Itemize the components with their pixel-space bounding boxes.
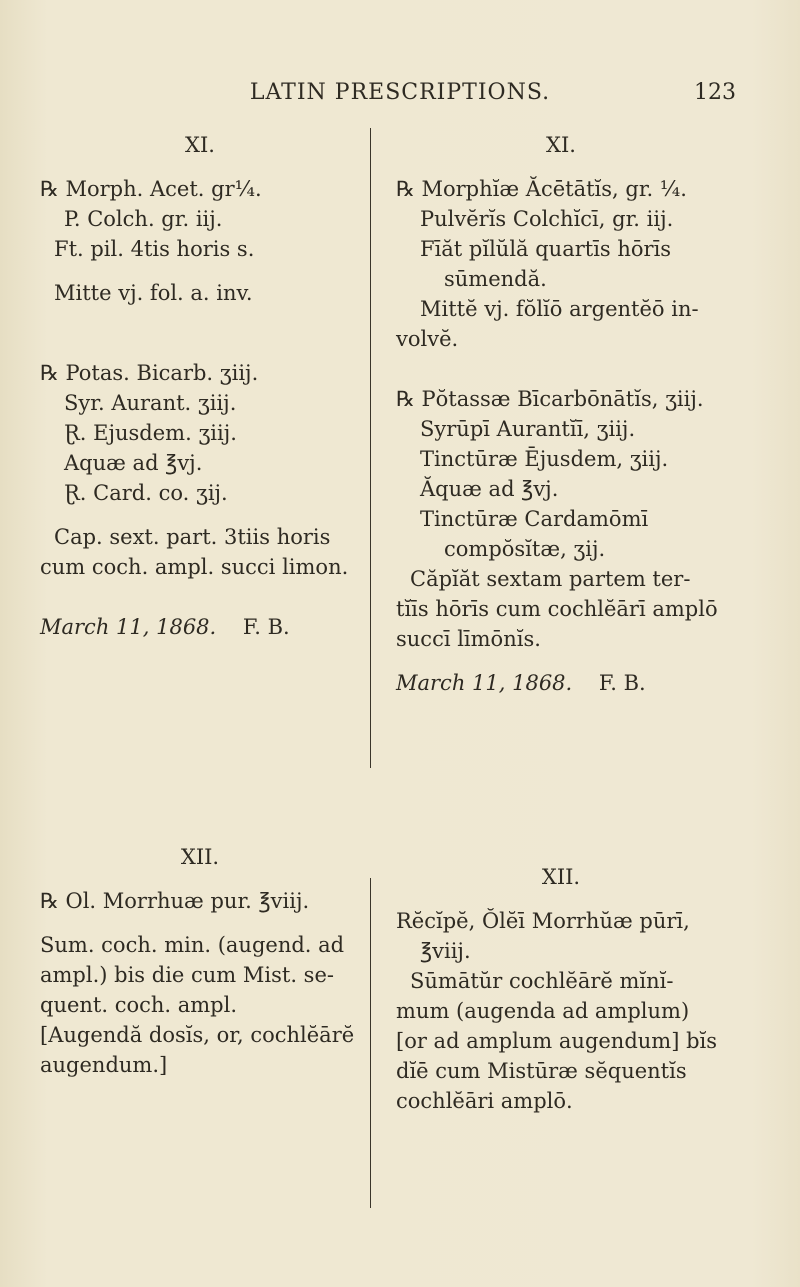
rx-line: Mittĕ vj. fŏlĭō argentĕō in- bbox=[420, 297, 699, 321]
rx-line: ℞ Potas. Bicarb. ʒiij. bbox=[40, 361, 259, 385]
rx-line: ℞ Morphĭæ Ăcētātĭs, gr. ¼. bbox=[396, 177, 687, 201]
rx-line: Ɽ. Card. co. ʒij. bbox=[64, 481, 228, 505]
signa-line: quent. coch. ampl. bbox=[40, 993, 238, 1017]
column-divider-bottom bbox=[370, 878, 371, 1208]
rx-line: Ăquæ ad ℥vj. bbox=[420, 477, 559, 501]
signature-line bbox=[396, 668, 726, 698]
prescription-number: XI. bbox=[185, 133, 215, 157]
signa-line: cochlĕāri amplō. bbox=[396, 1089, 573, 1113]
rx-line: Pulvĕrĭs Colchĭcī, gr. iij. bbox=[420, 207, 674, 231]
running-title: LATIN PRESCRIPTIONS. bbox=[249, 80, 551, 105]
signa-line: Cap. sext. part. 3tiis horis bbox=[54, 525, 331, 549]
signa-line: tĭīs hōrīs cum cochlĕārī amplō bbox=[396, 597, 718, 621]
signa-line: [or ad amplum augendum] bĭs bbox=[396, 1029, 718, 1053]
signa-line: augendum.] bbox=[40, 1053, 168, 1077]
signa-line: dĭē cum Mistūræ sĕquentĭs bbox=[396, 1059, 687, 1083]
date: March 11, 1868. bbox=[396, 671, 573, 695]
signa-line: Mitte vj. fol. a. inv. bbox=[54, 281, 253, 305]
left-column-lower bbox=[40, 842, 360, 1080]
signa-line: succī līmōnĭs. bbox=[396, 627, 541, 651]
signa-line: Sūmātŭr cochlĕārĕ mĭnĭ- bbox=[410, 969, 674, 993]
rx-line: ℞ Ol. Morrhuæ pur. ℥viij. bbox=[40, 889, 310, 913]
signa-line: mum (augenda ad amplum) bbox=[396, 999, 690, 1023]
running-header bbox=[0, 80, 800, 114]
rx-line: sūmendă. bbox=[444, 267, 547, 291]
rx-line: ℞ Pŏtassæ Bīcarbōnātĭs, ʒiij. bbox=[396, 387, 704, 411]
rx-line: Fīăt pĭlŭlă quartīs hōrīs bbox=[420, 237, 672, 261]
page-number: 123 bbox=[694, 80, 736, 105]
signa-line: cum coch. ampl. succi limon. bbox=[40, 555, 349, 579]
column-divider-top bbox=[370, 128, 371, 768]
signa-line: [Augendă dosĭs, or, cochlĕārĕ bbox=[40, 1023, 355, 1047]
rx-line: Ɽ. Ejusdem. ʒiij. bbox=[64, 421, 237, 445]
initials: F. B. bbox=[242, 615, 290, 639]
rx-line: ℥viij. bbox=[420, 939, 471, 963]
left-column bbox=[40, 130, 360, 642]
rx-line: compŏsĭtæ, ʒij. bbox=[444, 537, 606, 561]
signa-line: Sum. coch. min. (augend. ad bbox=[40, 933, 345, 957]
signa-line: Căpĭăt sextam partem ter- bbox=[410, 567, 691, 591]
rx-line: Tinctūræ Ējusdem, ʒiij. bbox=[420, 447, 669, 471]
rx-line: Aquæ ad ℥vj. bbox=[64, 451, 203, 475]
right-column-lower bbox=[396, 862, 726, 1116]
rx-line: Rĕcĭpĕ, Ŏlĕī Morrhŭæ pūrī, bbox=[396, 909, 690, 933]
rx-line: Ft. pil. 4tis horis s. bbox=[54, 237, 255, 261]
rx-line: Syr. Aurant. ʒiij. bbox=[64, 391, 237, 415]
initials: F. B. bbox=[598, 671, 646, 695]
right-column bbox=[396, 130, 726, 698]
rx-line: Tinctūræ Cardamōmī bbox=[420, 507, 649, 531]
rx-line: ℞ Morph. Acet. gr¼. bbox=[40, 177, 262, 201]
prescription-number: XII. bbox=[541, 865, 581, 889]
prescription-number: XI. bbox=[546, 133, 576, 157]
rx-line: volvĕ. bbox=[396, 327, 459, 351]
signature-line bbox=[40, 612, 360, 642]
signa-line: ampl.) bis die cum Mist. se- bbox=[40, 963, 334, 987]
date: March 11, 1868. bbox=[40, 615, 217, 639]
rx-line: P. Colch. gr. iij. bbox=[64, 207, 223, 231]
prescription-number: XII. bbox=[180, 845, 220, 869]
rx-line: Syrūpī Aurantĭī, ʒiij. bbox=[420, 417, 636, 441]
